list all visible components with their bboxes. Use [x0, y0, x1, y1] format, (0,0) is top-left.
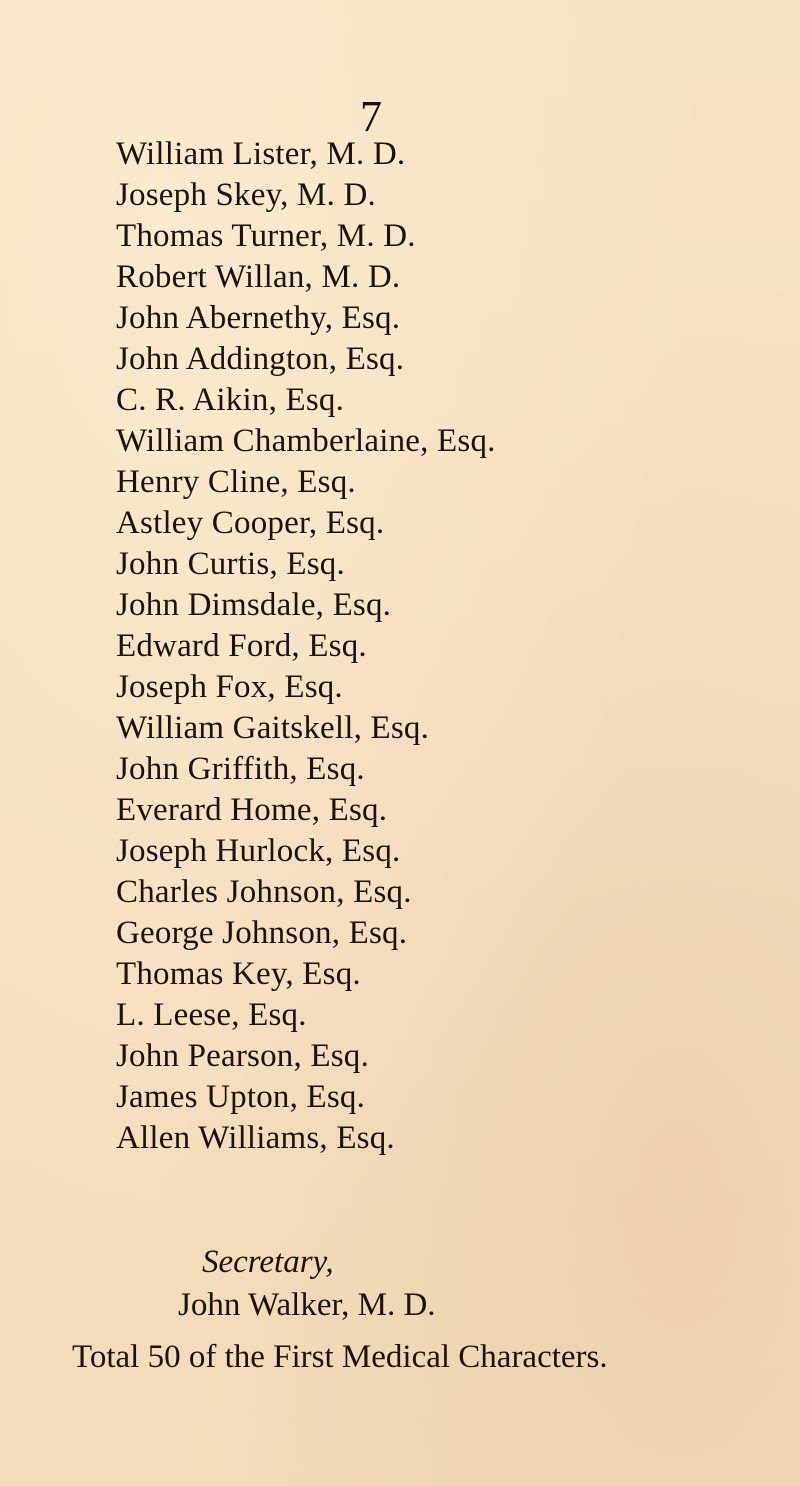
list-item: John Griffith, Esq.: [116, 751, 365, 787]
list-item: John Curtis, Esq.: [116, 546, 345, 582]
list-item: George Johnson, Esq.: [116, 915, 408, 951]
total-line: Total 50 of the First Medical Characters.: [72, 1339, 608, 1375]
list-item: Everard Home, Esq.: [116, 792, 388, 828]
list-item: Charles Johnson, Esq.: [116, 874, 412, 910]
list-item: John Dimsdale, Esq.: [116, 587, 392, 623]
list-item: Allen Williams, Esq.: [116, 1120, 395, 1156]
list-item: C. R. Aikin, Esq.: [116, 382, 345, 418]
secretary-label: Secretary,: [202, 1244, 334, 1280]
secretary-name: John Walker, M. D.: [178, 1287, 436, 1323]
list-item: Joseph Fox, Esq.: [116, 669, 343, 705]
list-item: William Gaitskell, Esq.: [116, 710, 430, 746]
member-list: [116, 134, 496, 1159]
page-number: 7: [360, 92, 382, 141]
list-item: William Lister, M. D.: [116, 136, 406, 172]
list-item: Edward Ford, Esq.: [116, 628, 367, 664]
list-item: John Abernethy, Esq.: [116, 300, 401, 336]
list-item: Joseph Hurlock, Esq.: [116, 833, 401, 869]
list-item: L. Leese, Esq.: [116, 997, 307, 1033]
list-item: Thomas Turner, M. D.: [116, 218, 416, 254]
list-item: John Pearson, Esq.: [116, 1038, 369, 1074]
list-item: William Chamberlaine, Esq.: [116, 423, 496, 459]
list-item: Joseph Skey, M. D.: [116, 177, 376, 213]
list-item: James Upton, Esq.: [116, 1079, 366, 1115]
list-item: Robert Willan, M. D.: [116, 259, 401, 295]
list-item: Henry Cline, Esq.: [116, 464, 356, 500]
list-item: Thomas Key, Esq.: [116, 956, 361, 992]
list-item: Astley Cooper, Esq.: [116, 505, 385, 541]
list-item: John Addington, Esq.: [116, 341, 405, 377]
